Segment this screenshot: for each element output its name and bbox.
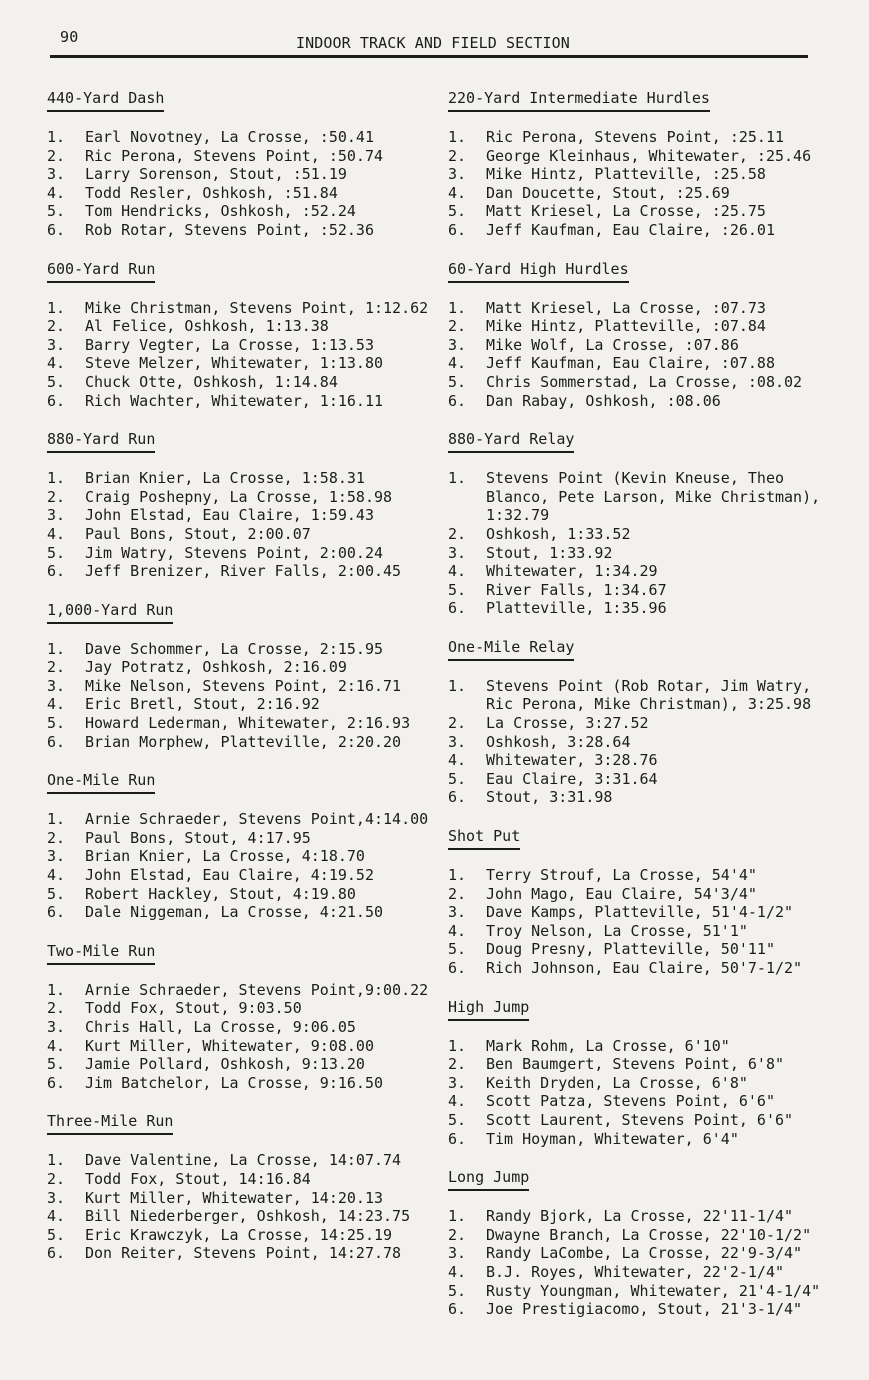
result-text: Randy LaCombe, La Crosse, 22'9-3/4" (486, 1244, 803, 1263)
result-place: 2. (47, 658, 66, 677)
result-place: 3. (448, 335, 467, 354)
result-text: Mike Hintz, Platteville, :25.58 (486, 165, 766, 184)
results-list (47, 469, 447, 581)
result-text: Randy Bjork, La Crosse, 22'11-1/4" (486, 1207, 794, 1226)
event-title: 440-Yard Dash (47, 88, 164, 112)
result-item (448, 940, 863, 959)
results-list (448, 1207, 863, 1319)
result-item (47, 392, 447, 411)
result-place: 6. (47, 903, 66, 922)
result-text: Platteville, 1:35.96 (486, 599, 667, 618)
result-place: 4. (47, 695, 66, 714)
result-item (47, 165, 447, 184)
result-text: Dan Doucette, Stout, :25.69 (486, 183, 730, 202)
result-place: 2. (47, 999, 66, 1018)
result-place: 3. (448, 732, 467, 751)
result-place: 4. (448, 1092, 467, 1111)
result-item (448, 922, 863, 941)
result-place: 3. (47, 335, 66, 354)
result-item (448, 1244, 863, 1263)
result-place: 5. (47, 372, 66, 391)
results-list (47, 810, 447, 922)
event-section-high-jump (448, 997, 863, 1149)
result-place: 1. (448, 128, 467, 146)
result-item (448, 525, 863, 544)
result-item (448, 1263, 863, 1282)
result-place: 4. (47, 1036, 66, 1055)
result-place: 6. (448, 391, 467, 410)
results-list (47, 128, 447, 240)
result-text: Dave Kamps, Platteville, 51'4-1/2" (486, 903, 794, 922)
result-item (448, 1092, 863, 1111)
result-text: Matt Kriesel, La Crosse, :25.75 (486, 202, 766, 221)
results-list (448, 299, 863, 411)
result-item (448, 299, 863, 318)
result-text: Eric Bretl, Stout, 2:16.92 (85, 695, 320, 714)
result-place: 1. (47, 128, 66, 146)
result-item (47, 128, 447, 147)
result-item (448, 469, 863, 525)
page-number: 90 (60, 28, 79, 46)
results-list (47, 1151, 447, 1263)
result-text: Don Reiter, Stevens Point, 14:27.78 (85, 1244, 402, 1263)
result-text: Rob Rotar, Stevens Point, :52.36 (85, 220, 374, 239)
result-text: George Kleinhaus, Whitewater, :25.46 (486, 146, 812, 165)
result-item (47, 677, 447, 696)
result-place: 1. (448, 1036, 467, 1055)
result-place: 3. (47, 847, 66, 866)
result-item (47, 1207, 447, 1226)
result-place: 5. (448, 940, 467, 959)
result-item (47, 317, 447, 336)
event-title: High Jump (448, 997, 529, 1021)
result-text: Brian Knier, La Crosse, 4:18.70 (85, 847, 365, 866)
result-item (448, 544, 863, 563)
result-text: Dave Schommer, La Crosse, 2:15.95 (85, 639, 384, 658)
result-place: 2. (47, 828, 66, 847)
result-text: Ric Perona, Stevens Point, :25.11 (486, 128, 785, 146)
result-place: 4. (47, 524, 66, 543)
result-place: 2. (448, 714, 467, 733)
result-item (47, 885, 447, 904)
result-place: 5. (448, 1110, 467, 1129)
result-place: 5. (448, 769, 467, 788)
result-place: 4. (47, 866, 66, 885)
result-place: 4. (47, 1207, 66, 1226)
result-place: 1. (448, 676, 467, 695)
result-text: Larry Sorenson, Stout, :51.19 (85, 165, 347, 184)
result-place: 5. (448, 1281, 467, 1300)
result-text: Earl Novotney, La Crosse, :50.41 (85, 128, 374, 146)
results-list (448, 1037, 863, 1149)
result-item (448, 562, 863, 581)
result-place: 5. (47, 543, 66, 562)
result-text: Whitewater, 3:28.76 (486, 751, 658, 770)
result-text: Kurt Miller, Whitewater, 9:08.00 (85, 1036, 374, 1055)
result-place: 4. (448, 183, 467, 202)
result-text: Chris Sommerstad, La Crosse, :08.02 (486, 372, 803, 391)
result-place: 1. (448, 298, 467, 317)
event-section-880-yard-relay (448, 429, 863, 618)
result-text: Arnie Schraeder, Stevens Point,9:00.22 (85, 980, 429, 999)
result-text: Howard Lederman, Whitewater, 2:16.93 (85, 714, 411, 733)
event-title: 1,000-Yard Run (47, 600, 173, 624)
result-place: 6. (47, 220, 66, 239)
result-place: 3. (448, 903, 467, 922)
result-item (448, 903, 863, 922)
result-item (47, 1037, 447, 1056)
result-text: Matt Kriesel, La Crosse, :07.73 (486, 298, 766, 317)
result-text: Chris Hall, La Crosse, 9:06.05 (85, 1018, 356, 1036)
result-text: Mike Christman, Stevens Point, 1:12.62 (85, 298, 429, 317)
result-item (47, 1170, 447, 1189)
event-section-1-000-yard-run (47, 600, 447, 752)
result-item (47, 184, 447, 203)
result-text: Robert Hackley, Stout, 4:19.80 (85, 884, 356, 903)
result-text: Doug Presny, Platteville, 50'11" (486, 940, 775, 959)
result-item (47, 695, 447, 714)
result-place: 4. (448, 354, 467, 373)
header-rule (50, 55, 808, 58)
result-text: Rusty Youngman, Whitewater, 21'4-1/4" (486, 1281, 821, 1300)
result-text: Chuck Otte, Oshkosh, 1:14.84 (85, 372, 338, 391)
result-item (448, 788, 863, 807)
result-text: Paul Bons, Stout, 4:17.95 (85, 828, 311, 847)
result-item (448, 165, 863, 184)
result-item (47, 733, 447, 752)
result-item (448, 1300, 863, 1319)
result-text: Brian Morphew, Platteville, 2:20.20 (85, 732, 402, 751)
result-item (448, 317, 863, 336)
result-place: 2. (448, 317, 467, 336)
result-place: 6. (448, 1129, 467, 1148)
result-text: Scott Patza, Stevens Point, 6'6" (486, 1092, 775, 1111)
result-item (448, 581, 863, 600)
result-text: Whitewater, 1:34.29 (486, 562, 658, 581)
result-place: 5. (448, 202, 467, 221)
result-text: Brian Knier, La Crosse, 1:58.31 (85, 469, 365, 488)
result-item (47, 810, 447, 829)
result-place: 6. (448, 788, 467, 807)
result-item (47, 373, 447, 392)
result-text: Jamie Pollard, Oshkosh, 9:13.20 (85, 1055, 365, 1074)
result-item (448, 128, 863, 147)
result-item (448, 147, 863, 166)
result-item (47, 1018, 447, 1037)
result-place: 4. (448, 562, 467, 581)
result-text: Mark Rohm, La Crosse, 6'10" (486, 1036, 730, 1055)
result-item (448, 733, 863, 752)
event-section-600-yard-run (47, 259, 447, 411)
result-text: Barry Vegter, La Crosse, 1:13.53 (85, 335, 374, 354)
result-item (448, 677, 863, 714)
event-section-one-mile-run (47, 770, 447, 922)
result-place: 6. (47, 1073, 66, 1092)
result-item (47, 525, 447, 544)
result-item (448, 354, 863, 373)
result-item (448, 714, 863, 733)
event-title: Three-Mile Run (47, 1111, 173, 1135)
result-text: Jeff Kaufman, Eau Claire, :07.88 (486, 354, 775, 373)
result-item (448, 336, 863, 355)
result-item (448, 751, 863, 770)
result-item (448, 1074, 863, 1093)
result-item (47, 640, 447, 659)
result-place: 5. (47, 202, 66, 221)
result-place: 6. (448, 1300, 467, 1319)
result-text: Al Felice, Oshkosh, 1:13.38 (85, 317, 329, 336)
result-place: 4. (448, 1262, 467, 1281)
result-item (47, 202, 447, 221)
result-place: 1. (448, 866, 467, 885)
result-item (47, 354, 447, 373)
left-column (47, 88, 447, 1282)
result-text: Rich Johnson, Eau Claire, 50'7-1/2" (486, 959, 803, 977)
result-text: Tim Hoyman, Whitewater, 6'4" (486, 1129, 739, 1148)
result-item (448, 770, 863, 789)
results-list (47, 981, 447, 1093)
result-item (47, 488, 447, 507)
result-item (47, 1074, 447, 1093)
result-place: 2. (448, 884, 467, 903)
result-item (47, 506, 447, 525)
result-place: 1. (47, 298, 66, 317)
result-item (47, 1055, 447, 1074)
result-item (47, 1226, 447, 1245)
result-text: Kurt Miller, Whitewater, 14:20.13 (85, 1188, 384, 1207)
result-item (47, 1244, 447, 1263)
result-item (448, 1130, 863, 1149)
result-item (47, 544, 447, 563)
result-place: 1. (47, 810, 66, 829)
result-text: Jim Batchelor, La Crosse, 9:16.50 (85, 1073, 384, 1092)
result-item (448, 221, 863, 240)
result-place: 3. (47, 676, 66, 695)
result-text: Stout, 1:33.92 (486, 543, 613, 562)
result-item (448, 866, 863, 885)
result-item (47, 981, 447, 1000)
result-item (47, 714, 447, 733)
result-item (448, 373, 863, 392)
result-text: Arnie Schraeder, Stevens Point,4:14.00 (85, 810, 429, 829)
result-item (448, 1226, 863, 1245)
result-text: Jeff Kaufman, Eau Claire, :26.01 (486, 220, 775, 239)
result-place: 1. (47, 980, 66, 999)
event-title: Two-Mile Run (47, 941, 155, 965)
results-list (47, 299, 447, 411)
result-item (47, 999, 447, 1018)
result-text: Dave Valentine, La Crosse, 14:07.74 (85, 1151, 402, 1170)
result-text: Ric Perona, Stevens Point, :50.74 (85, 146, 384, 165)
result-place: 2. (448, 146, 467, 165)
results-list (448, 128, 863, 240)
result-text: Mike Nelson, Stevens Point, 2:16.71 (85, 676, 402, 695)
result-item (47, 299, 447, 318)
result-place: 6. (47, 732, 66, 751)
result-text: Keith Dryden, La Crosse, 6'8" (486, 1073, 748, 1092)
event-section-two-mile-run (47, 941, 447, 1093)
result-place: 2. (47, 317, 66, 336)
result-text: Todd Resler, Oshkosh, :51.84 (85, 183, 338, 202)
result-text: Troy Nelson, La Crosse, 51'1" (486, 921, 748, 940)
result-place: 2. (448, 1055, 467, 1074)
event-title: One-Mile Run (47, 770, 155, 794)
result-place: 6. (47, 1244, 66, 1263)
result-text: Paul Bons, Stout, 2:00.07 (85, 524, 311, 543)
result-place: 2. (448, 1225, 467, 1244)
result-place: 6. (47, 562, 66, 581)
result-item (47, 866, 447, 885)
result-item (448, 599, 863, 618)
result-item (448, 1207, 863, 1226)
result-item (47, 847, 447, 866)
results-list (448, 866, 863, 978)
results-list (47, 640, 447, 752)
event-title: 880-Yard Relay (448, 429, 574, 453)
result-item (448, 959, 863, 978)
result-item (448, 184, 863, 203)
results-list (448, 469, 863, 618)
result-text: La Crosse, 3:27.52 (486, 714, 649, 733)
event-section-shot-put (448, 826, 863, 978)
result-text: Jeff Brenizer, River Falls, 2:00.45 (85, 562, 402, 581)
result-text: Eau Claire, 3:31.64 (486, 769, 658, 788)
event-section-440-yard-dash (47, 88, 447, 240)
result-place: 5. (47, 1055, 66, 1074)
result-place: 2. (47, 487, 66, 506)
result-text: Todd Fox, Stout, 9:03.50 (85, 999, 302, 1018)
result-place: 3. (47, 1018, 66, 1036)
result-place: 3. (448, 1244, 467, 1263)
result-text: John Elstad, Eau Claire, 1:59.43 (85, 506, 374, 525)
result-text: Eric Krawczyk, La Crosse, 14:25.19 (85, 1225, 393, 1244)
event-section-three-mile-run (47, 1111, 447, 1263)
result-text: Craig Poshepny, La Crosse, 1:58.98 (85, 487, 393, 506)
result-text: Rich Wachter, Whitewater, 1:16.11 (85, 391, 384, 410)
event-title: Long Jump (448, 1167, 529, 1191)
event-section-880-yard-run (47, 429, 447, 581)
result-place: 3. (448, 165, 467, 184)
result-item (448, 885, 863, 904)
result-text: Dale Niggeman, La Crosse, 4:21.50 (85, 903, 384, 922)
right-column (448, 88, 863, 1338)
result-text: Tom Hendricks, Oshkosh, :52.24 (85, 202, 356, 221)
result-place: 1. (47, 469, 66, 488)
result-item (448, 1111, 863, 1130)
result-item (448, 202, 863, 221)
result-item (47, 1189, 447, 1208)
result-text: John Elstad, Eau Claire, 4:19.52 (85, 866, 374, 885)
result-item (47, 469, 447, 488)
result-text: Dwayne Branch, La Crosse, 22'10-1/2" (486, 1225, 812, 1244)
result-place: 4. (448, 921, 467, 940)
result-place: 1. (448, 1207, 467, 1226)
event-section-220-yard-intermediate-hurdles (448, 88, 863, 240)
result-place: 6. (47, 391, 66, 410)
event-section-60-yard-high-hurdles (448, 259, 863, 411)
result-text: Mike Wolf, La Crosse, :07.86 (486, 335, 739, 354)
result-place: 3. (47, 165, 66, 184)
result-place: 2. (448, 524, 467, 543)
result-item (47, 147, 447, 166)
result-item (47, 658, 447, 677)
result-place: 1. (448, 469, 467, 488)
event-title: 600-Yard Run (47, 259, 155, 283)
result-item (47, 562, 447, 581)
result-place: 2. (47, 146, 66, 165)
result-text: Todd Fox, Stout, 14:16.84 (85, 1169, 311, 1188)
result-place: 5. (47, 714, 66, 733)
result-item (448, 1055, 863, 1074)
result-item (47, 903, 447, 922)
event-title: Shot Put (448, 826, 520, 850)
result-place: 6. (448, 599, 467, 618)
result-text: Stout, 3:31.98 (486, 788, 613, 807)
event-title: One-Mile Relay (448, 637, 574, 661)
result-item (47, 221, 447, 240)
result-place: 6. (448, 220, 467, 239)
results-list (448, 677, 863, 807)
result-item (47, 1151, 447, 1170)
result-text: Dan Rabay, Oshkosh, :08.06 (486, 391, 721, 410)
result-item (448, 392, 863, 411)
event-title: 880-Yard Run (47, 429, 155, 453)
result-place: 5. (448, 580, 467, 599)
result-text: Ben Baumgert, Stevens Point, 6'8" (486, 1055, 785, 1074)
result-place: 5. (47, 884, 66, 903)
result-text: Joe Prestigiacomo, Stout, 21'3-1/4" (486, 1300, 803, 1319)
result-place: 3. (47, 506, 66, 525)
result-text: Jim Watry, Stevens Point, 2:00.24 (85, 543, 384, 562)
event-title: 220-Yard Intermediate Hurdles (448, 88, 710, 112)
result-text: Stevens Point (Rob Rotar, Jim Watry, Ric Perona, Mike Christman), 3:25.98 (486, 676, 812, 714)
result-place: 4. (47, 183, 66, 202)
result-text: Bill Niederberger, Oshkosh, 14:23.75 (85, 1207, 411, 1226)
result-place: 1. (47, 639, 66, 658)
result-text: River Falls, 1:34.67 (486, 580, 667, 599)
result-item (47, 829, 447, 848)
result-place: 2. (47, 1169, 66, 1188)
result-text: Jay Potratz, Oshkosh, 2:16.09 (85, 658, 347, 677)
result-text: Scott Laurent, Stevens Point, 6'6" (486, 1110, 794, 1129)
result-place: 1. (47, 1151, 66, 1170)
result-item (448, 1037, 863, 1056)
result-place: 4. (448, 751, 467, 770)
event-section-long-jump (448, 1167, 863, 1319)
result-item (448, 1282, 863, 1301)
result-text: Oshkosh, 3:28.64 (486, 732, 631, 751)
result-text: Steve Melzer, Whitewater, 1:13.80 (85, 354, 384, 373)
result-place: 6. (448, 959, 467, 977)
result-place: 3. (448, 1073, 467, 1092)
result-text: John Mago, Eau Claire, 54'3/4" (486, 884, 757, 903)
result-place: 3. (448, 543, 467, 562)
result-text: B.J. Royes, Whitewater, 22'2-1/4" (486, 1262, 785, 1281)
result-place: 4. (47, 354, 66, 373)
result-text: Oshkosh, 1:33.52 (486, 524, 631, 543)
result-place: 5. (47, 1225, 66, 1244)
event-title: 60-Yard High Hurdles (448, 259, 629, 283)
result-place: 5. (448, 372, 467, 391)
result-place: 3. (47, 1188, 66, 1207)
result-text: Stevens Point (Kevin Kneuse, Theo Blanco, Pete Larson, Mike Christman), 1:32.79 (486, 469, 821, 525)
result-text: Mike Hintz, Platteville, :07.84 (486, 317, 766, 336)
result-item (47, 336, 447, 355)
event-section-one-mile-relay (448, 637, 863, 807)
result-text: Terry Strouf, La Crosse, 54'4" (486, 866, 757, 885)
section-header-title: INDOOR TRACK AND FIELD SECTION (296, 34, 570, 52)
